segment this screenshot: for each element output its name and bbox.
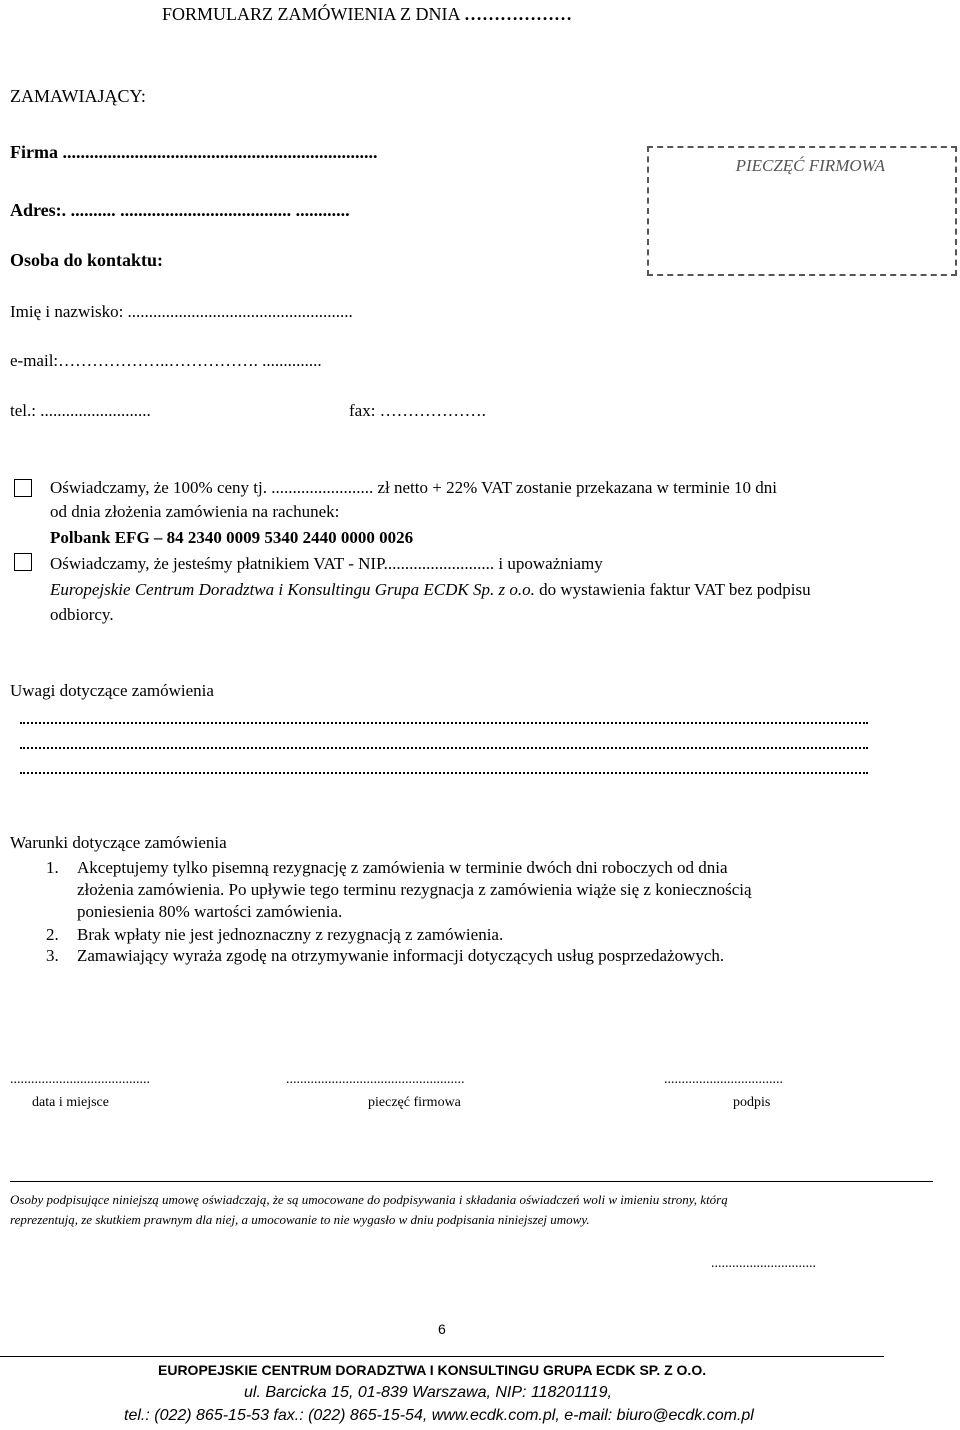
divider bbox=[10, 1181, 933, 1182]
footnote-line-1: Osoby podpisujące niniejszą umowę oświadczają, że są umocowane do podpisywania i składania oświadczeń woli w imieniu strony, którą bbox=[10, 1192, 728, 1207]
tel-field[interactable]: tel.: .......................... bbox=[10, 401, 151, 420]
term-number: 2. bbox=[46, 925, 59, 944]
date-place-label: data i miejsce bbox=[32, 1095, 109, 1110]
notes-line-3[interactable] bbox=[20, 772, 868, 774]
company-stamp-box bbox=[647, 146, 957, 276]
term-1-line-1: Akceptujemy tylko pisemną rezygnację z zamówienia w terminie dwóch dni roboczych od dnia bbox=[77, 858, 728, 877]
contact-person-label: Osoba do kontaktu: bbox=[10, 250, 164, 270]
footer-company: EUROPEJSKIE CENTRUM DORADZTWA I KONSULTINGU GRUPA ECDK SP. Z O.O. bbox=[158, 1362, 707, 1378]
footnote-dots[interactable]: .............................. bbox=[711, 1256, 816, 1271]
term-1-line-2: złożenia zamówienia. Po upływie tego terminu rezygnacja z zamówienia wiąże się z koniecznością bbox=[77, 880, 752, 899]
notes-line-1[interactable] bbox=[20, 722, 868, 724]
firma-field[interactable]: Firma ...................................................................... bbox=[10, 142, 378, 162]
adres-field[interactable]: Adres:. .......... ...................................... ............ bbox=[10, 200, 350, 220]
page-number: 6 bbox=[438, 1321, 446, 1337]
term-number: 1. bbox=[46, 858, 59, 877]
form-title: FORMULARZ ZAMÓWIENIA Z DNIA ……………… bbox=[162, 4, 572, 24]
notes-line-2[interactable] bbox=[20, 747, 868, 749]
signature-label: podpis bbox=[733, 1095, 771, 1110]
declaration-line-1: Oświadczamy, że 100% ceny tj. ........................ zł netto + 22% VAT zostanie przekazana w terminie 10 dni bbox=[50, 478, 778, 497]
terms-heading: Warunki dotyczące zamówienia bbox=[10, 833, 227, 852]
vat-payment-checkbox[interactable] bbox=[14, 479, 32, 497]
client-heading: ZAMAWIAJĄCY: bbox=[10, 86, 146, 106]
footer-contact: tel.: (022) 865-15-53 fax.: (022) 865-15-54, www.ecdk.com.pl, e-mail: biuro@ecdk.com.pl bbox=[124, 1407, 754, 1424]
stamp-label: PIECZĘĆ FIRMOWA bbox=[735, 156, 885, 175]
email-field[interactable]: e-mail:………………..……………. .............. bbox=[10, 351, 322, 370]
declaration-line-5: Europejskie Centrum Doradztwa i Konsultingu Grupa ECDK Sp. z o.o. do wystawienia faktur VAT bez podpisu bbox=[50, 580, 811, 599]
vat-payer-checkbox[interactable] bbox=[14, 553, 32, 571]
signature-dots[interactable]: .................................. bbox=[664, 1072, 783, 1087]
footer-address: ul. Barcicka 15, 01-839 Warszawa, NIP: 118201119, bbox=[244, 1384, 612, 1401]
name-field[interactable]: Imię i nazwisko: ..................................................... bbox=[10, 302, 353, 321]
footnote-line-2: reprezentują, ze skutkiem prawnym dla niej, a umocowanie to nie wygasło w dniu podpisania niniejszej umowy. bbox=[10, 1212, 590, 1227]
date-place-dots[interactable]: ........................................ bbox=[10, 1072, 150, 1087]
term-3-line-1: Zamawiający wyraża zgodę na otrzymywanie informacji dotyczących usług posprzedażowych. bbox=[77, 946, 725, 965]
term-2-line-1: Brak wpłaty nie jest jednoznaczny z rezygnacją z zamówienia. bbox=[77, 925, 504, 944]
bank-account: Polbank EFG – 84 2340 0009 5340 2440 0000 0026 bbox=[50, 528, 414, 547]
declaration-line-4: Oświadczamy, że jesteśmy płatnikiem VAT - NIP.......................... i upoważniamy bbox=[50, 554, 603, 573]
company-stamp-label: pieczęć firmowa bbox=[368, 1095, 461, 1110]
term-number: 3. bbox=[46, 946, 59, 965]
declaration-line-6: odbiorcy. bbox=[50, 605, 114, 624]
notes-heading: Uwagi dotyczące zamówienia bbox=[10, 681, 214, 700]
term-1-line-3: poniesienia 80% wartości zamówienia. bbox=[77, 902, 343, 921]
footer-divider bbox=[0, 1356, 884, 1357]
company-stamp-dots[interactable]: ................................................... bbox=[286, 1072, 465, 1087]
company-name-italic: Europejskie Centrum Doradztwa i Konsultingu Grupa ECDK Sp. z o.o. bbox=[50, 580, 535, 599]
fax-field[interactable]: fax: ………………. bbox=[349, 401, 486, 420]
declaration-line-2: od dnia złożenia zamówienia na rachunek: bbox=[50, 502, 340, 521]
